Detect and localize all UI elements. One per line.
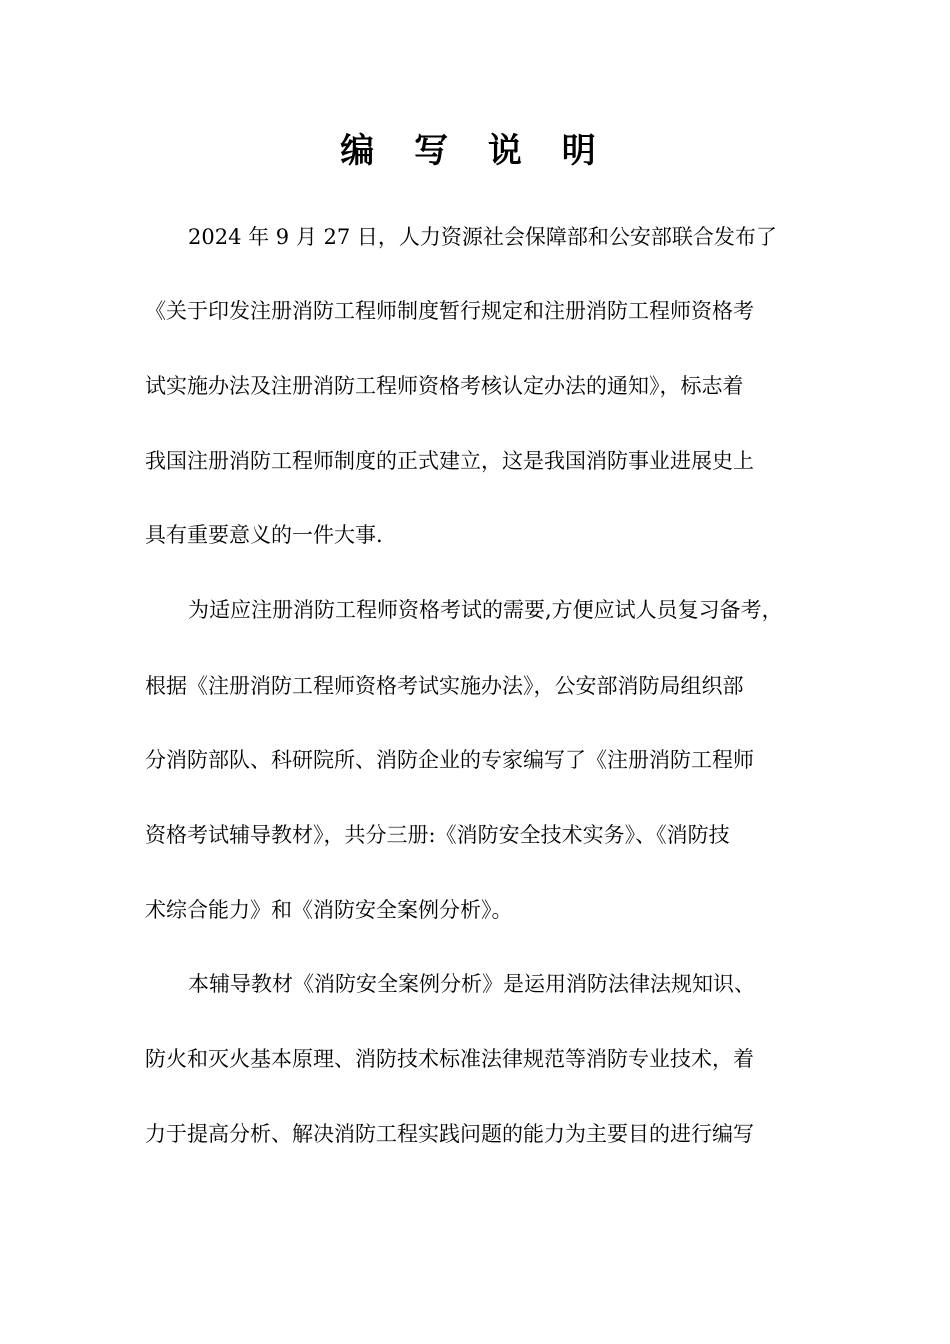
paragraph-1-line-2: 《关于印发注册消防工程师制度暂行规定和注册消防工程师资格考 xyxy=(145,299,754,323)
paragraph-3-line-2: 防火和灭火基本原理、消防技术标准法律规范等消防专业技术，着 xyxy=(145,1047,754,1071)
paragraph-1-line-1: 2024 年 9 月 27 日，人力资源社会保障部和公安部联合发布了 xyxy=(188,225,777,249)
paragraph-2-line-5: 术综合能力》和《消防安全案例分析》。 xyxy=(145,898,513,922)
paragraph-1-line-3: 试实施办法及注册消防工程师资格考核认定办法的通知》，标志着 xyxy=(145,374,744,398)
paragraph-2-line-3: 分消防部队、科研院所、消防企业的专家编写了《注册消防工程师 xyxy=(145,748,754,772)
paragraph-2-line-4: 资格考试辅导教材》，共分三册:《消防安全技术实务》、《消防技 xyxy=(145,823,730,847)
paragraph-2-line-2: 根据《注册消防工程师资格考试实施办法》，公安部消防局组织部 xyxy=(145,674,744,698)
page-title: 编 写 说 明 xyxy=(340,131,610,171)
paragraph-3-line-3: 力于提高分析、解决消防工程实践问题的能力为主要目的进行编写 xyxy=(145,1122,754,1146)
paragraph-3-line-1: 本辅导教材《消防安全案例分析》是运用消防法律法规知识、 xyxy=(188,972,755,996)
paragraph-1-line-5: 具有重要意义的一件大事. xyxy=(145,523,383,547)
paragraph-2-line-1: 为适应注册消防工程师资格考试的需要,方便应试人员复习备考， xyxy=(188,598,783,622)
paragraph-1-line-4: 我国注册消防工程师制度的正式建立，这是我国消防事业进展史上 xyxy=(145,449,754,473)
